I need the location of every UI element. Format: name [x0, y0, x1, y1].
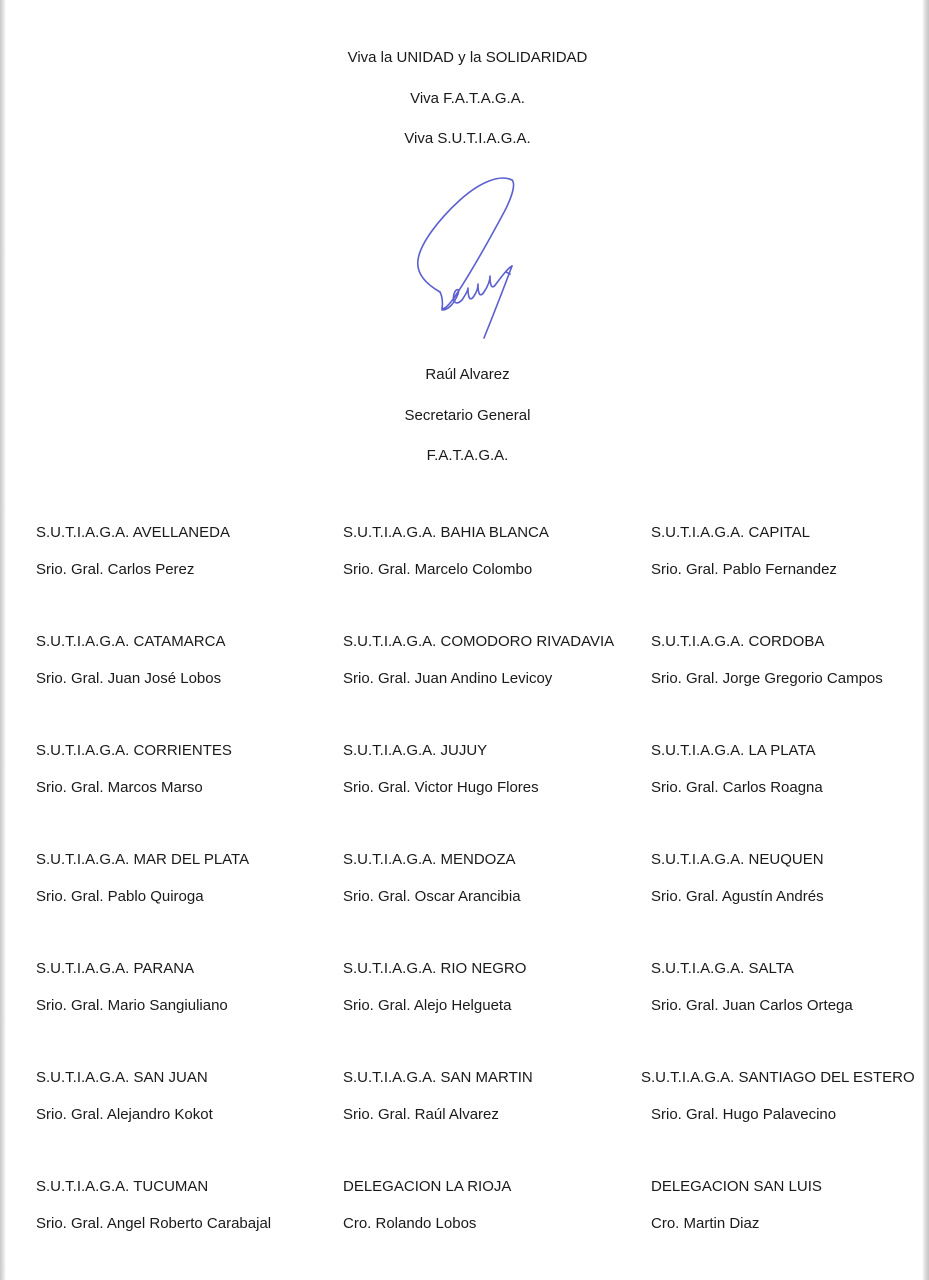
union-leader: Srio. Gral. Juan José Lobos — [36, 670, 222, 687]
union-leader: Srio. Gral. Carlos Roagna — [651, 779, 823, 796]
page-edge-left — [0, 0, 6, 1280]
signatory-organization: F.A.T.A.G.A. — [426, 447, 509, 464]
union-name: S.U.T.I.A.G.A. SAN JUAN — [36, 1069, 208, 1086]
union-name: S.U.T.I.A.G.A. CAPITAL — [651, 524, 810, 541]
union-name: S.U.T.I.A.G.A. AVELLANEDA — [36, 524, 230, 541]
union-leader: Srio. Gral. Carlos Perez — [36, 561, 195, 578]
union-name: S.U.T.I.A.G.A. CATAMARCA — [36, 633, 226, 650]
union-name: S.U.T.I.A.G.A. COMODORO RIVADAVIA — [343, 633, 615, 650]
union-name: DELEGACION LA RIOJA — [343, 1178, 512, 1195]
union-leader: Srio. Gral. Jorge Gregorio Campos — [651, 670, 883, 687]
union-name: S.U.T.I.A.G.A. BAHIA BLANCA — [343, 524, 549, 541]
union-name: S.U.T.I.A.G.A. MAR DEL PLATA — [36, 851, 250, 868]
union-name: S.U.T.I.A.G.A. RIO NEGRO — [343, 960, 527, 977]
union-leader: Srio. Gral. Alejo Helgueta — [343, 997, 512, 1014]
union-leader: Srio. Gral. Victor Hugo Flores — [343, 779, 539, 796]
union-leader: Srio. Gral. Juan Carlos Ortega — [651, 997, 853, 1014]
union-name: S.U.T.I.A.G.A. CORRIENTES — [36, 742, 232, 759]
union-leader: Srio. Gral. Marcos Marso — [36, 779, 203, 796]
union-leader: Srio. Gral. Alejandro Kokot — [36, 1106, 213, 1123]
page-edge-right — [922, 0, 929, 1280]
signatory-title: Secretario General — [404, 407, 531, 424]
union-leader: Srio. Gral. Angel Roberto Carabajal — [36, 1215, 272, 1232]
union-name: S.U.T.I.A.G.A. SAN MARTIN — [343, 1069, 533, 1086]
handwritten-signature — [408, 172, 526, 344]
union-leader: Srio. Gral. Marcelo Colombo — [343, 561, 533, 578]
union-leader: Srio. Gral. Raúl Alvarez — [343, 1106, 499, 1123]
union-leader: Srio. Gral. Oscar Arancibia — [343, 888, 521, 905]
union-leader: Srio. Gral. Pablo Fernandez — [651, 561, 837, 578]
union-leader: Srio. Gral. Mario Sangiuliano — [36, 997, 228, 1014]
slogan-fataga: Viva F.A.T.A.G.A. — [410, 90, 525, 107]
union-leader: Srio. Gral. Juan Andino Levicoy — [343, 670, 553, 687]
union-leader: Srio. Gral. Pablo Quiroga — [36, 888, 204, 905]
slogan-unity: Viva la UNIDAD y la SOLIDARIDAD — [347, 49, 588, 66]
union-name: S.U.T.I.A.G.A. SALTA — [651, 960, 794, 977]
union-name: S.U.T.I.A.G.A. SANTIAGO DEL ESTERO — [641, 1069, 915, 1086]
union-name: S.U.T.I.A.G.A. MENDOZA — [343, 851, 516, 868]
union-name: S.U.T.I.A.G.A. LA PLATA — [651, 742, 816, 759]
union-name: S.U.T.I.A.G.A. TUCUMAN — [36, 1178, 209, 1195]
union-leader: Srio. Gral. Hugo Palavecino — [651, 1106, 837, 1123]
union-name: S.U.T.I.A.G.A. PARANA — [36, 960, 195, 977]
signatory-name: Raúl Alvarez — [425, 366, 510, 383]
union-name: S.U.T.I.A.G.A. JUJUY — [343, 742, 488, 759]
union-leader: Cro. Martin Diaz — [651, 1215, 760, 1232]
slogan-sutiaga: Viva S.U.T.I.A.G.A. — [404, 130, 531, 147]
union-leader: Cro. Rolando Lobos — [343, 1215, 477, 1232]
union-name: S.U.T.I.A.G.A. CORDOBA — [651, 633, 825, 650]
union-name: S.U.T.I.A.G.A. NEUQUEN — [651, 851, 824, 868]
union-name: DELEGACION SAN LUIS — [651, 1178, 822, 1195]
union-leader: Srio. Gral. Agustín Andrés — [651, 888, 824, 905]
